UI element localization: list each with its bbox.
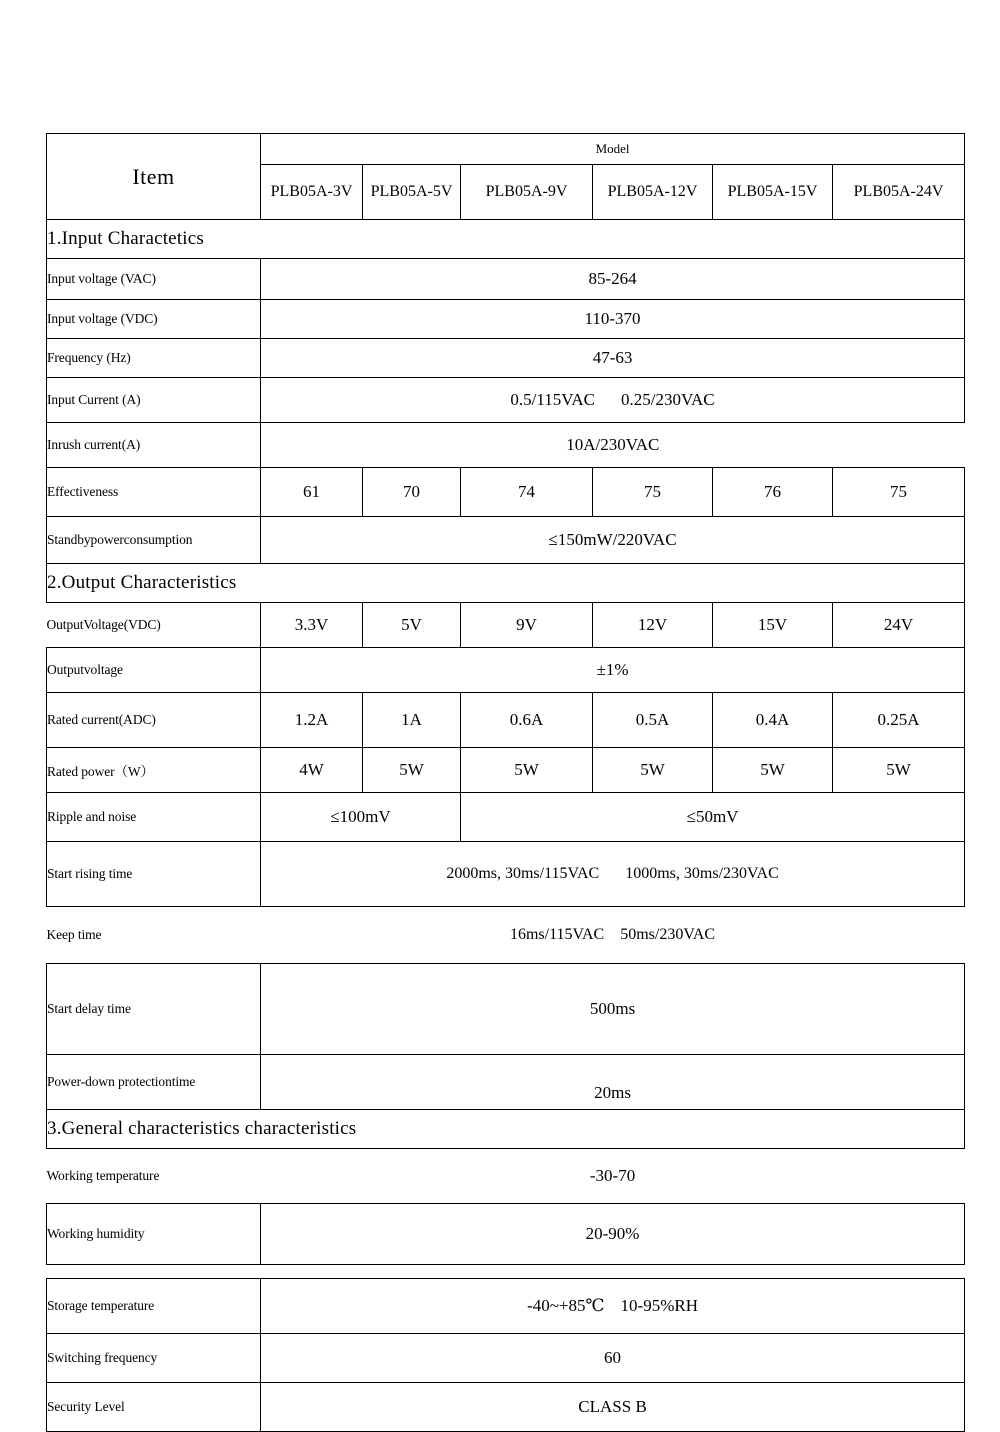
row-rated-power	[47, 748, 965, 793]
value-rated-current-5: 0.4A	[713, 693, 833, 748]
section-general-title: 3.General characteristics characteristics	[47, 1110, 965, 1149]
model-col-4: PLB05A-12V	[593, 165, 713, 220]
item-header-cell: Item	[47, 134, 261, 220]
value-output-voltage-1: 3.3V	[261, 603, 363, 648]
label-working-humidity: Working humidity	[47, 1204, 261, 1265]
value-start-delay-time: 500ms	[261, 964, 965, 1055]
table-spacer	[47, 1265, 965, 1279]
value-keep-time-115: 16ms/115VAC	[509, 926, 605, 943]
value-power-down-protection: 20ms	[261, 1055, 965, 1110]
row-working-humidity	[47, 1204, 965, 1265]
row-rated-current	[47, 693, 965, 748]
value-inrush-current: 10A/230VAC	[566, 435, 660, 454]
label-frequency: Frequency (Hz)	[47, 339, 261, 378]
value-security-level: CLASS B	[261, 1383, 965, 1432]
value-effectiveness-6: 75	[833, 468, 965, 517]
row-output-voltage-vdc	[47, 603, 965, 648]
row-standby-power	[47, 517, 965, 564]
section-output-row	[47, 564, 965, 603]
row-security-level	[47, 1383, 965, 1432]
row-output-voltage-tolerance	[47, 648, 965, 693]
value-output-voltage-4: 12V	[593, 603, 713, 648]
row-keep-time	[47, 907, 965, 964]
section-output-title: 2.Output Characteristics	[47, 564, 965, 603]
model-col-2: PLB05A-5V	[363, 165, 461, 220]
value-effectiveness-1: 61	[261, 468, 363, 517]
value-start-rising-time	[261, 842, 965, 907]
row-frequency	[47, 339, 965, 378]
row-start-delay-time	[47, 964, 965, 1055]
model-header-cell: Model	[261, 134, 965, 165]
value-rated-current-1: 1.2A	[261, 693, 363, 748]
section-input-title: 1.Input Charactetics	[47, 220, 965, 259]
value-input-current-115: 0.5/115VAC	[510, 390, 595, 409]
row-working-temperature	[47, 1149, 965, 1204]
model-col-5: PLB05A-15V	[713, 165, 833, 220]
row-start-rising-time	[47, 842, 965, 907]
value-effectiveness-4: 75	[593, 468, 713, 517]
value-output-voltage-3: 9V	[461, 603, 593, 648]
value-output-voltage-6: 24V	[833, 603, 965, 648]
value-start-rising-230: 1000ms, 30ms/230VAC	[625, 865, 779, 882]
value-rated-power-6: 5W	[833, 748, 965, 793]
label-input-current: Input Current (A)	[47, 378, 261, 423]
label-power-down-protection: Power-down protectiontime	[47, 1055, 261, 1110]
label-effectiveness: Effectiveness	[47, 468, 261, 517]
value-rated-power-2: 5W	[363, 748, 461, 793]
label-inrush-current: Inrush current(A)	[47, 423, 261, 468]
label-keep-time: Keep time	[46, 927, 102, 942]
value-start-rising-115: 2000ms, 30ms/115VAC	[446, 865, 600, 882]
model-col-3: PLB05A-9V	[461, 165, 593, 220]
row-input-current	[47, 378, 965, 423]
value-input-current-230: 0.25/230VAC	[620, 390, 715, 409]
value-standby-power: ≤150mW/220VAC	[261, 517, 965, 564]
row-effectiveness	[47, 468, 965, 517]
value-frequency: 47-63	[261, 339, 965, 378]
specification-table	[46, 133, 965, 1432]
value-storage-temperature	[261, 1279, 965, 1334]
value-input-voltage-vdc: 110-370	[261, 300, 965, 339]
label-rated-current: Rated current(ADC)	[47, 693, 261, 748]
value-storage-humidity-range: 10-95%RH	[620, 1296, 698, 1315]
value-input-current	[261, 378, 965, 423]
value-rated-power-5: 5W	[713, 748, 833, 793]
row-switching-frequency	[47, 1334, 965, 1383]
row-storage-temperature	[47, 1279, 965, 1334]
value-effectiveness-2: 70	[363, 468, 461, 517]
label-working-temperature: Working temperature	[46, 1168, 160, 1183]
label-storage-temperature: Storage temperature	[47, 1279, 261, 1334]
label-input-voltage-vdc: Input voltage (VDC)	[47, 300, 261, 339]
value-effectiveness-3: 74	[461, 468, 593, 517]
row-inrush-current	[47, 423, 965, 468]
label-output-voltage-tolerance: Outputvoltage	[47, 648, 261, 693]
value-output-voltage-2: 5V	[363, 603, 461, 648]
row-input-voltage-vac	[47, 259, 965, 300]
value-effectiveness-5: 76	[713, 468, 833, 517]
label-start-rising-time: Start rising time	[47, 842, 261, 907]
value-rated-current-3: 0.6A	[461, 693, 593, 748]
row-input-voltage-vdc	[47, 300, 965, 339]
label-security-level: Security Level	[47, 1383, 261, 1432]
row-power-down-protection	[47, 1055, 965, 1110]
section-general-row	[47, 1110, 965, 1149]
label-input-voltage-vac: Input voltage (VAC)	[47, 259, 261, 300]
value-rated-current-4: 0.5A	[593, 693, 713, 748]
value-rated-power-4: 5W	[593, 748, 713, 793]
value-storage-temp-range: -40~+85℃	[527, 1296, 605, 1315]
label-standby-power: Standbypowerconsumption	[47, 517, 261, 564]
value-working-humidity: 20-90%	[261, 1204, 965, 1265]
section-input-row	[47, 220, 965, 259]
value-rated-power-3: 5W	[461, 748, 593, 793]
value-rated-current-2: 1A	[363, 693, 461, 748]
label-switching-frequency: Switching frequency	[47, 1334, 261, 1383]
value-keep-time	[261, 907, 965, 964]
value-rated-power-1: 4W	[261, 748, 363, 793]
model-col-6: PLB05A-24V	[833, 165, 965, 220]
label-output-voltage-vdc: OutputVoltage(VDC)	[46, 617, 161, 632]
value-output-voltage-5: 15V	[713, 603, 833, 648]
label-ripple-and-noise: Ripple and noise	[47, 793, 261, 842]
row-ripple-and-noise	[47, 793, 965, 842]
value-working-temperature: -30-70	[589, 1166, 636, 1185]
value-switching-frequency: 60	[261, 1334, 965, 1383]
label-start-delay-time: Start delay time	[47, 964, 261, 1055]
value-keep-time-230: 50ms/230VAC	[620, 926, 716, 943]
value-output-voltage-tolerance: ±1%	[261, 648, 965, 693]
value-ripple-noise-high: ≤50mV	[461, 793, 965, 842]
table-header-row	[47, 134, 965, 165]
value-rated-current-6: 0.25A	[833, 693, 965, 748]
label-rated-power: Rated power（W）	[47, 748, 261, 793]
model-col-1: PLB05A-3V	[261, 165, 363, 220]
value-ripple-noise-low: ≤100mV	[261, 793, 461, 842]
value-input-voltage-vac: 85-264	[261, 259, 965, 300]
